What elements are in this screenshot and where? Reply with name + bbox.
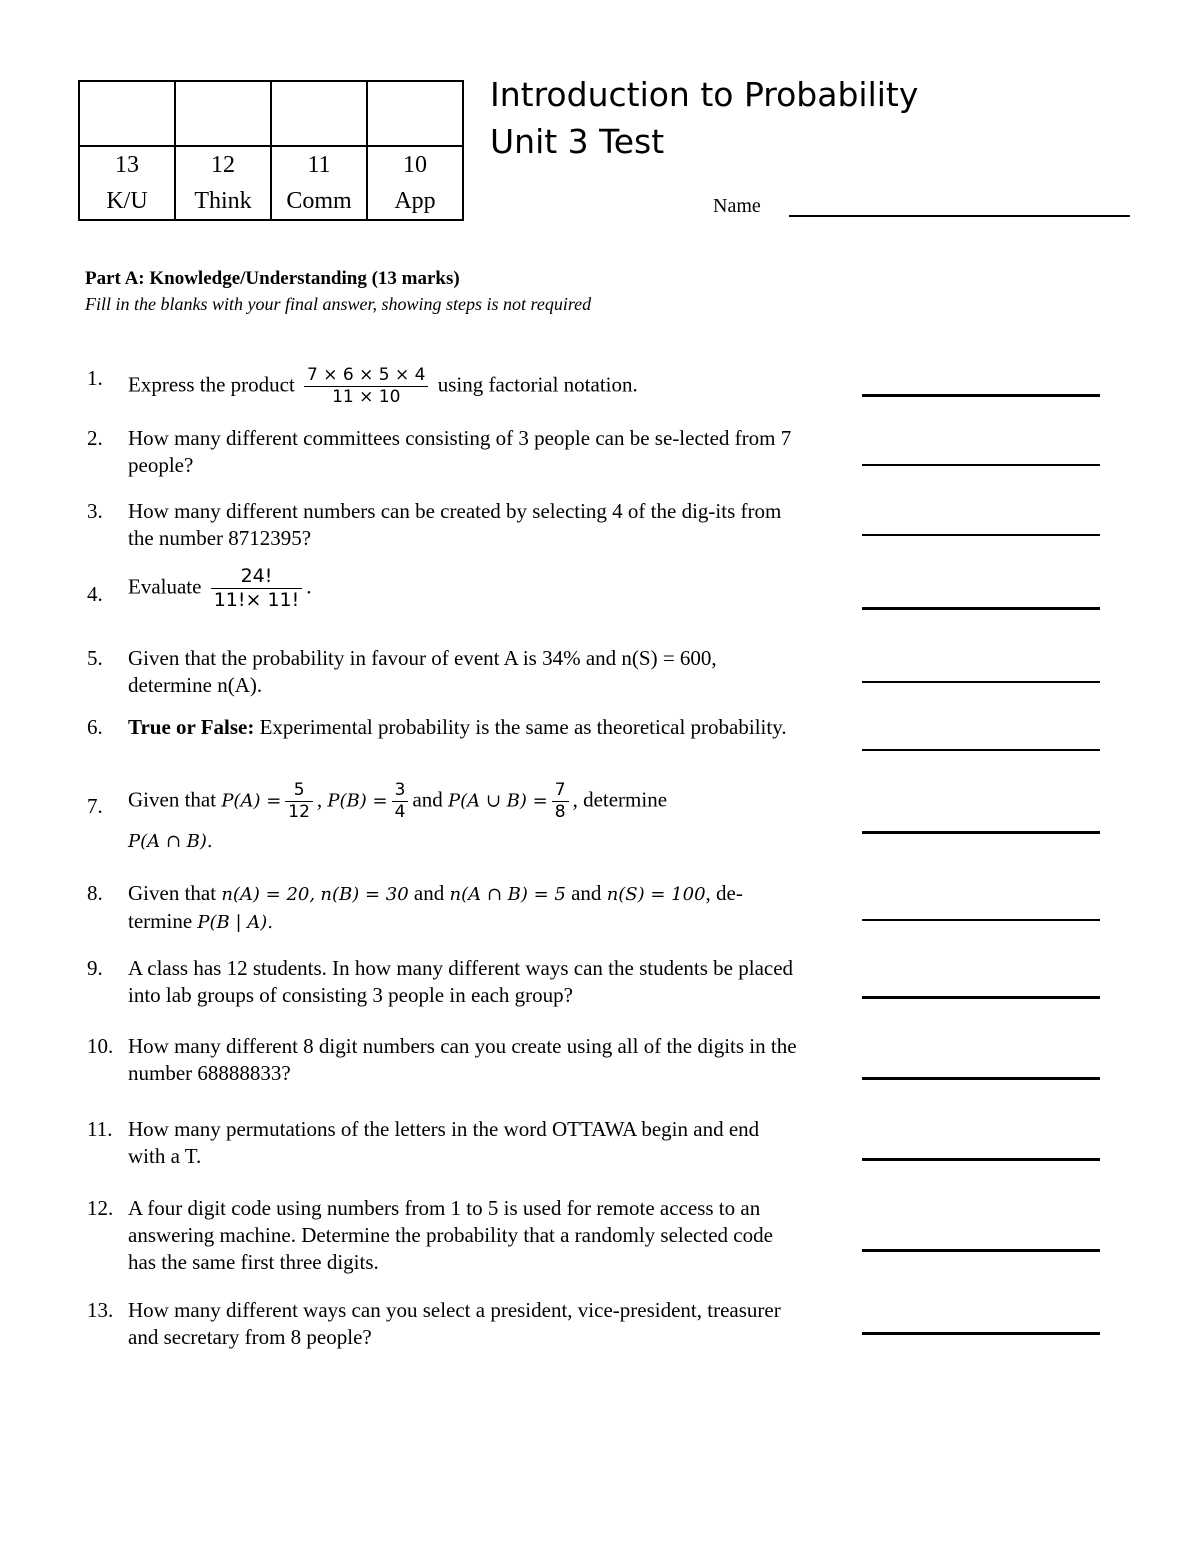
- answer-line-2[interactable]: [862, 464, 1100, 466]
- marks-score-cell-think: [175, 81, 271, 146]
- name-field[interactable]: [789, 215, 1130, 217]
- answer-line-8[interactable]: [862, 919, 1100, 921]
- question-text: Given that the probability in favour of event A is 34% and n(S) = 600, determine n(A).: [128, 646, 717, 697]
- answer-line-11[interactable]: [862, 1158, 1100, 1161]
- fraction: $\frac{24!}{11!\times 11!}$: [211, 565, 303, 612]
- marks-total-app: 10 App: [367, 146, 463, 220]
- question-4: 4. Evaluate $\frac{24!}{11!\times 11!}$ .: [87, 565, 312, 611]
- answer-line-5[interactable]: [862, 681, 1100, 683]
- section-instructions: Fill in the blanks with your final answer, showing steps is not required: [85, 294, 592, 314]
- question-text: A four digit code using numbers from 1 to 5 is used for remote access to an answering machine. Determine the probability that a randomly selected code has the same first three digits.: [128, 1196, 773, 1274]
- answer-line-9[interactable]: [862, 996, 1100, 999]
- marks-score-cell-comm: [271, 81, 367, 146]
- answer-line-10[interactable]: [862, 1077, 1100, 1080]
- question-5: 5. Given that the probability in favour of event A is 34% and n(S) = 600, determine n(A).: [87, 645, 797, 699]
- question-8: 8. Given that n(A) = 20, n(B) = 30 and n(A ∩ B) = 5 and n(S) = 100, de-termine P(B | A).: [87, 881, 743, 933]
- question-1: 1. Express the product $\frac{7 \times 6 \times 5 \times 4}{11 \times 10}$ using factorial notation.: [87, 365, 638, 407]
- marks-total-ku: 13 K/U: [79, 146, 175, 220]
- question-3: 3. How many different numbers can be created by selecting 4 of the dig-its from the number 8712395?: [87, 498, 797, 552]
- question-text: How many different numbers can be created by selecting 4 of the dig-its from the number 8712395?: [128, 499, 782, 550]
- question-9: 9. A class has 12 students. In how many different ways can the students be placed into lab groups of consisting 3 people in each group?: [87, 955, 797, 1009]
- answer-line-3[interactable]: [862, 534, 1100, 536]
- page-title: Introduction to Probability: [490, 75, 919, 114]
- fraction: $\frac{7 \times 6 \times 5 \times 4}{11 \times 10}$: [304, 365, 428, 408]
- marks-score-cell-app: [367, 81, 463, 146]
- question-text: How many different ways can you select a president, vice-president, treasurer and secretary from 8 people?: [128, 1298, 781, 1349]
- question-13: 13. How many different ways can you select a president, vice-president, treasurer and secretary from 8 people?: [87, 1297, 797, 1351]
- page-subtitle: Unit 3 Test: [490, 122, 665, 161]
- question-6: 6. True or False: Experimental probability is the same as theoretical probability.: [87, 715, 787, 739]
- fraction: $\frac{7}{8}$: [552, 780, 569, 823]
- answer-line-7[interactable]: [862, 831, 1100, 834]
- answer-line-13[interactable]: [862, 1332, 1100, 1335]
- marks-total-comm: 11 Comm: [271, 146, 367, 220]
- question-2: 2. How many different committees consisting of 3 people can be se-lected from 7 people?: [87, 425, 797, 479]
- fraction: $\frac{5}{12}$: [285, 780, 313, 823]
- question-text: How many different committees consisting of 3 people can be se-lected from 7 people?: [128, 426, 792, 477]
- marks-total-think: 12 Think: [175, 146, 271, 220]
- question-number: 1.: [87, 366, 103, 390]
- question-text: How many different 8 digit numbers can you create using all of the digits in the number 68888833?: [128, 1034, 797, 1085]
- question-10: 10. How many different 8 digit numbers can you create using all of the digits in the number 68888833?: [87, 1034, 797, 1085]
- marks-score-cell-ku: [79, 81, 175, 146]
- marks-table: [78, 80, 464, 221]
- question-text: A class has 12 students. In how many different ways can the students be placed into lab groups of consisting 3 people in each group?: [128, 956, 794, 1007]
- fraction: $\frac{3}{4}$: [392, 780, 409, 823]
- section-title: Part A: Knowledge/Understanding (13 marks): [85, 268, 460, 289]
- name-label: Name: [713, 195, 761, 217]
- answer-line-6[interactable]: [862, 749, 1100, 751]
- question-12: 12. A four digit code using numbers from 1 to 5 is used for remote access to an answering machine. Determine the probability that a randomly selected code has the same first three digits.: [87, 1195, 797, 1276]
- question-text: How many permutations of the letters in the word OTTAWA begin and end with a T.: [128, 1117, 760, 1168]
- question-11: 11. How many permutations of the letters in the word OTTAWA begin and end with a T.: [87, 1116, 797, 1170]
- answer-line-12[interactable]: [862, 1249, 1100, 1252]
- answer-line-1[interactable]: [862, 394, 1100, 397]
- question-7: 7. Given that P(A) = $\frac{5}{12}$ , P(B) = $\frac{3}{4}$ and P(A ∪ B) = $\frac{7}{8}$ , determine P(A ∩ B).: [87, 780, 668, 852]
- answer-line-4[interactable]: [862, 607, 1100, 610]
